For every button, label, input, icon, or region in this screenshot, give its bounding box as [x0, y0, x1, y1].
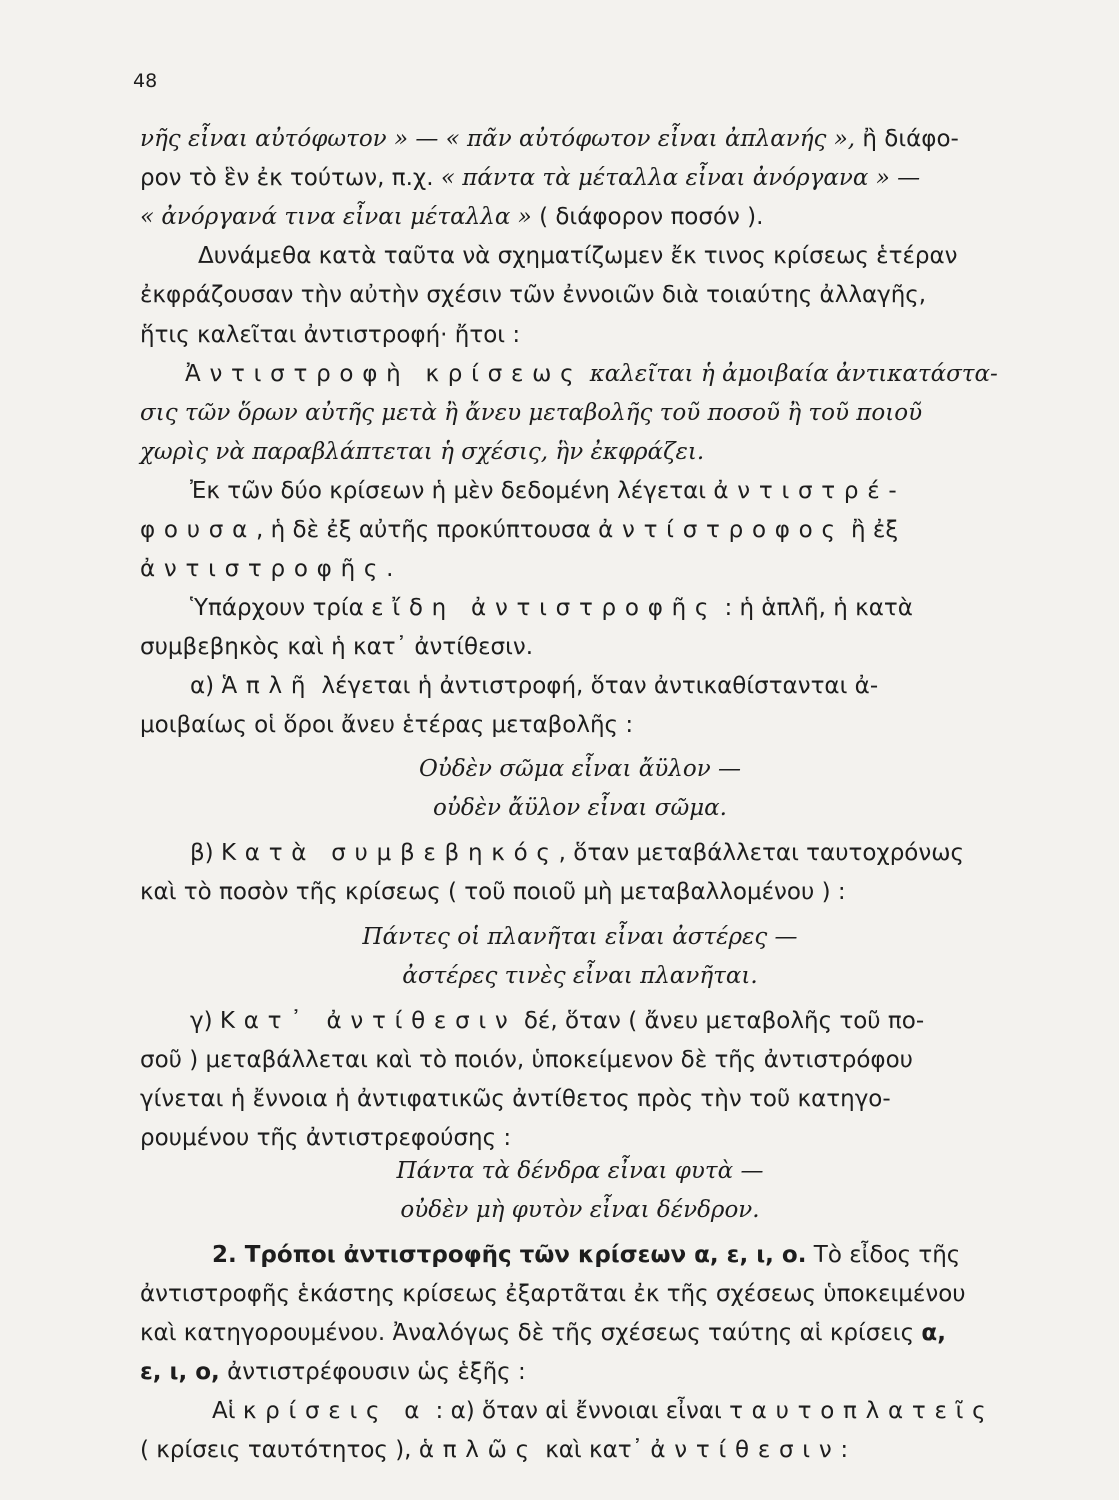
text-run: καὶ κατηγορουμένου. Ἀναλόγως δὲ τῆς σχέσεως ταύτης αἱ κρίσεις — [140, 1320, 922, 1346]
text-line: ἀντιστροφῆς ἑκάστης κρίσεως ἐξαρτᾶται ἐκ τῆς σχέσεως ὑποκειμένου — [140, 1281, 966, 1307]
text-run: ἀντιστρέφουσιν ὡς ἑξῆς : — [219, 1359, 526, 1385]
text-run: Ὑπάρχουν τρία — [190, 595, 372, 621]
text-run: ( κρίσεις ταυτότητος ), — [140, 1437, 419, 1463]
text-run: λέγεται ἡ ἀντιστροφή, ὅταν ἀντικαθίστανται ἀ- — [314, 673, 879, 699]
text-line — [190, 476, 1020, 506]
text-run: ρον τὸ ἓν ἐκ τούτων, π.χ. — [140, 165, 441, 191]
italic-text: νῆς εἶναι αὐτόφωτον » — « πᾶν αὐτόφωτον εἶναι ἀπλανής », — [140, 126, 856, 152]
spaced-text: ἁπλῶς — [418, 1437, 538, 1463]
text-run: : — [840, 1437, 849, 1463]
text-line: σις τῶν ὅρων αὐτῆς μετὰ ἢ ἄνευ μεταβολῆς τοῦ ποσοῦ ἢ τοῦ ποιοῦ — [140, 400, 923, 426]
text-run: α) — [190, 673, 222, 699]
text-line — [212, 1396, 1020, 1426]
text-line: χωρὶς νὰ παραβλάπτεται ἡ σχέσις, ἣν ἐκφράζει. — [140, 439, 705, 465]
italic-text: « ἀνόργανά τινα εἶναι μέταλλα » — [140, 204, 532, 230]
example-line: Πάντες οἱ πλανῆται εἶναι ἀστέρες — — [362, 924, 798, 950]
text-line — [140, 1318, 1020, 1348]
spaced-text: ἀντίθεσιν — [650, 1437, 841, 1463]
text-line: Δυνάμεθα κατὰ ταῦτα νὰ σχηματίζωμεν ἔκ τινος κρίσεως ἑτέραν — [198, 243, 958, 269]
text-line: συμβεβηκὸς καὶ ἡ κατ᾽ ἀντίθεσιν. — [140, 634, 534, 660]
text-run: Αἱ — [212, 1398, 243, 1424]
text-line — [140, 1435, 1020, 1465]
spaced-text: Ἁπλῆ — [221, 673, 315, 699]
text-run: β) — [190, 840, 221, 866]
text-run: Ἐκ τῶν δύο κρίσεων ἡ μὲν δεδομένη λέγεται — [190, 478, 714, 504]
spaced-text: κρίσεις α — [242, 1398, 429, 1424]
italic-text: « πάντα τὰ μέταλλα εἶναι ἀνόργανα » — — [440, 165, 921, 191]
text-line — [190, 838, 1020, 868]
text-run: : α) ὅταν αἱ ἔννοιαι εἶναι — [428, 1398, 730, 1424]
example-line: Πάντα τὰ δένδρα εἶναι φυτὰ — — [396, 1158, 764, 1184]
spaced-text: ἀντιστρέ- — [713, 478, 906, 504]
italic-text: καλεῖται ἡ ἀμοιβαία ἀντικατάστα- — [582, 361, 998, 387]
text-line — [190, 671, 1020, 701]
text-run: Τὸ εἶδος τῆς — [806, 1242, 961, 1268]
text-line — [140, 124, 1020, 154]
example-line: ἀστέρες τινὲς εἶναι πλανῆται. — [402, 963, 758, 989]
text-line: μοιβαίως οἱ ὅροι ἄνευ ἑτέρας μεταβολῆς : — [140, 712, 634, 738]
text-line — [190, 593, 1020, 623]
text-run: : ἡ ἁπλῆ, ἡ κατὰ — [717, 595, 913, 621]
text-run: ἢ διάφο- — [855, 126, 959, 152]
text-run: , ὅταν μεταβάλλεται ταυτοχρόνως — [558, 840, 964, 866]
text-line: γίνεται ἡ ἔννοια ἡ ἀντιφατικῶς ἀντίθετος πρὸς τὴν τοῦ κατηγο- — [140, 1086, 891, 1112]
example-line: οὐδὲν μὴ φυτὸν εἶναι δένδρον. — [400, 1197, 760, 1223]
spaced-text: φουσα — [140, 517, 256, 543]
text-line: ἥτις καλεῖται ἀντιστροφή· ἤτοι : — [140, 322, 521, 348]
text-line — [140, 163, 1020, 193]
bold-text: α, — [921, 1320, 946, 1346]
spaced-text: ταυτοπλατεῖς — [729, 1398, 995, 1424]
text-line — [140, 202, 1020, 232]
text-run: δέ, ὅταν ( ἄνευ μεταβολῆς τοῦ πο- — [516, 1008, 925, 1034]
text-run: ἢ ἐξ — [843, 517, 899, 543]
spaced-text: ἀντιστροφῆς — [140, 556, 387, 582]
example-line: οὐδὲν ἄϋλον εἶναι σῶμα. — [433, 795, 727, 821]
spaced-text: Κατὰ συμβεβηκός — [220, 840, 559, 866]
section-heading-line — [212, 1240, 1020, 1270]
page-number: 48 — [133, 70, 158, 92]
text-line — [140, 554, 1020, 584]
section-heading: 2. Τρόποι ἀντιστροφῆς τῶν κρίσεων α, ε, ι, ο. — [212, 1242, 807, 1268]
spaced-text: εἴδη ἀντιστροφῆς — [371, 595, 718, 621]
bold-text: ε, ι, ο, — [140, 1359, 220, 1385]
text-line — [190, 1006, 1020, 1036]
text-run: ( διάφορον ποσόν ). — [531, 204, 764, 230]
spaced-text: ἀντίστροφος — [598, 517, 844, 543]
spaced-text: Κατ᾽ ἀντίθεσιν — [219, 1008, 517, 1034]
text-run: γ) — [190, 1008, 220, 1034]
text-run: καὶ κατ᾽ — [537, 1437, 651, 1463]
text-line — [140, 515, 1020, 545]
text-run: . — [386, 556, 394, 582]
text-run: , ἡ δὲ ἐξ αὐτῆς προκύπτουσα — [256, 517, 599, 543]
text-line: ἐκφράζουσαν τὴν αὐτὴν σχέσιν τῶν ἐννοιῶν διὰ τοιαύτης ἀλλαγῆς, — [140, 282, 927, 308]
text-line — [185, 359, 1020, 389]
text-line: καὶ τὸ ποσὸν τῆς κρίσεως ( τοῦ ποιοῦ μὴ μεταβαλλομένου ) : — [140, 879, 846, 905]
text-line: ρουμένου τῆς ἀντιστρεφούσης : — [140, 1125, 512, 1151]
text-line: σοῦ ) μεταβάλλεται καὶ τὸ ποιόν, ὑποκείμενον δὲ τῆς ἀντιστρόφου — [140, 1047, 913, 1073]
text-line — [140, 1357, 1020, 1387]
spaced-text: Ἀντιστροφὴ κρίσεως — [185, 361, 583, 387]
example-line: Οὐδὲν σῶμα εἶναι ἄϋλον — — [419, 756, 741, 782]
